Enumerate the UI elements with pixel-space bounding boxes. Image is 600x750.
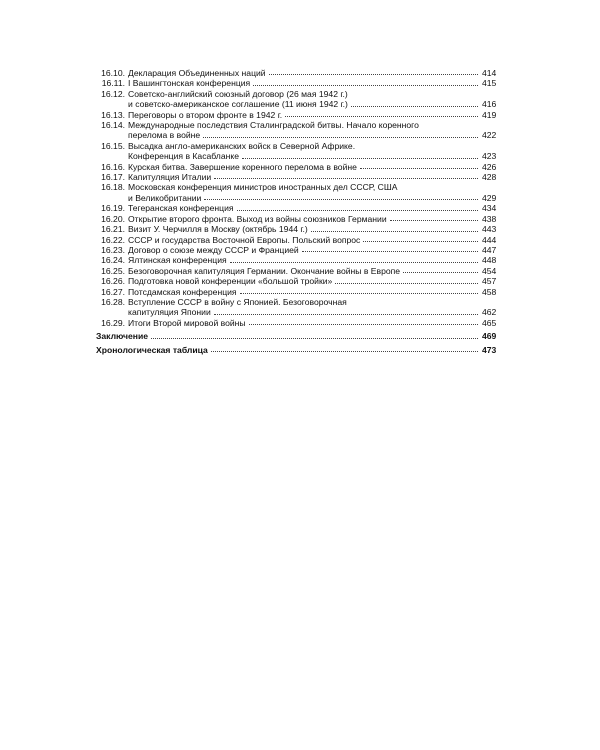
toc-entry-title: Подготовка новой конференции «большой тройки» xyxy=(128,276,333,287)
toc-section-entry xyxy=(96,345,496,355)
toc-page-number: 448 xyxy=(482,255,497,266)
toc-entry-title: СССР и государства Восточной Европы. Польский вопрос xyxy=(128,234,361,245)
toc-entry-title: Потсдамская конференция xyxy=(128,286,237,297)
toc-entry-number: 16.12. xyxy=(101,88,125,99)
toc-entry-number: 16.20. xyxy=(101,213,125,224)
toc-entry xyxy=(96,172,496,182)
toc-entry-title: Высадка англо-американских войск в Северной Африке. xyxy=(128,140,356,151)
toc-entry-title: Международные последствия Сталинградской битвы. Начало коренного xyxy=(128,120,419,131)
toc-page-number: 473 xyxy=(482,344,497,355)
toc-page-number: 423 xyxy=(482,151,497,162)
toc-entry-number: 16.25. xyxy=(101,265,125,276)
toc-dot-leader xyxy=(363,241,478,242)
toc-page-number: 414 xyxy=(482,68,497,78)
toc-entry-title: капитуляция Японии xyxy=(128,307,211,318)
toc-page-number: 447 xyxy=(482,244,497,255)
toc-page-number: 419 xyxy=(482,109,497,120)
toc-entry-title: и советско-американское соглашение (11 июня 1942 г.) xyxy=(128,99,348,110)
toc-entry xyxy=(96,245,496,255)
toc-dot-leader xyxy=(335,283,478,284)
toc-dot-leader xyxy=(211,351,478,352)
toc-entry-title: Хронологическая таблица xyxy=(96,344,208,355)
toc-dot-leader xyxy=(249,324,478,325)
toc-entry xyxy=(96,235,496,245)
toc-entry-number: 16.21. xyxy=(101,224,125,235)
toc-entry-title: и Великобритании xyxy=(128,192,202,203)
toc-entry xyxy=(96,203,496,213)
toc-entry-number: 16.14. xyxy=(101,120,125,131)
toc-entry-number: 16.28. xyxy=(101,296,125,307)
toc-dot-leader xyxy=(302,251,478,252)
toc-dot-leader xyxy=(240,293,478,294)
toc-page-number: 426 xyxy=(482,161,497,172)
toc-dot-leader xyxy=(203,137,478,138)
toc-entry xyxy=(96,255,496,265)
toc-entry xyxy=(96,78,496,88)
toc-entry xyxy=(96,214,496,224)
toc-entry-title: Заключение xyxy=(96,331,149,342)
toc-entry-title: Советско-английский союзный договор (26 мая 1942 г.) xyxy=(128,88,348,99)
toc-page-number: 428 xyxy=(482,172,497,183)
toc-entry xyxy=(96,68,496,78)
toc-page-number: 416 xyxy=(482,99,497,110)
toc-entry-number: 16.16. xyxy=(101,161,125,172)
toc-entry-title: Ялтинская конференция xyxy=(128,255,227,266)
toc-page-number: 462 xyxy=(482,307,497,318)
toc-page-number: 429 xyxy=(482,192,497,203)
toc-page-number: 434 xyxy=(482,203,497,214)
toc-entry-number: 16.11. xyxy=(101,78,125,89)
toc-dot-leader xyxy=(242,158,478,159)
toc-entry-number: 16.10. xyxy=(101,68,125,78)
toc-entry xyxy=(96,89,496,110)
toc-entry-number: 16.27. xyxy=(101,286,125,297)
toc-entry xyxy=(96,182,496,203)
toc-entry xyxy=(96,318,496,328)
toc-entry-number: 16.13. xyxy=(101,109,125,120)
toc-entry xyxy=(96,141,496,162)
toc-dot-leader xyxy=(253,85,478,86)
toc-dot-leader xyxy=(214,314,478,315)
toc-dot-leader xyxy=(230,262,478,263)
toc-page-number: 415 xyxy=(482,78,497,89)
toc-entry-title: Визит У. Черчилля в Москву (октябрь 1944 г.) xyxy=(128,224,308,235)
toc-dot-leader xyxy=(214,178,478,179)
toc-entry-number: 16.17. xyxy=(101,172,125,183)
toc-page-number: 465 xyxy=(482,317,497,328)
toc-entry-title: Открытие второго фронта. Выход из войны союзников Германии xyxy=(128,213,387,224)
toc-page-number: 422 xyxy=(482,130,497,141)
toc-entry xyxy=(96,297,496,318)
toc-page-number: 457 xyxy=(482,276,497,287)
toc-dot-leader xyxy=(351,106,478,107)
toc-entry-title: Курская битва. Завершение коренного перелома в войне xyxy=(128,161,357,172)
toc-entry-title: I Вашингтонская конференция xyxy=(128,78,251,89)
toc-entry-title: перелома в войне xyxy=(128,130,201,141)
toc-entry xyxy=(96,287,496,297)
toc-entry xyxy=(96,276,496,286)
toc-page-number: 443 xyxy=(482,224,497,235)
toc-entry-title: Конференция в Касабланке xyxy=(128,151,239,162)
toc-entry-title: Договор о союзе между СССР и Францией xyxy=(128,244,299,255)
toc-dot-leader xyxy=(151,338,478,339)
toc-dot-leader xyxy=(311,231,478,232)
toc-entry xyxy=(96,266,496,276)
toc-entry-number: 16.23. xyxy=(101,244,125,255)
toc-entry-number: 16.29. xyxy=(101,317,125,328)
toc-entry-title: Декларация Объединенных наций xyxy=(128,68,266,78)
toc-dot-leader xyxy=(403,272,478,273)
toc-dot-leader xyxy=(360,168,478,169)
toc-dot-leader xyxy=(390,220,478,221)
toc-page-number: 458 xyxy=(482,286,497,297)
toc-entry-number: 16.19. xyxy=(101,203,125,214)
toc-entry xyxy=(96,120,496,141)
toc-entry-title: Капитуляция Италии xyxy=(128,172,212,183)
toc-entry-number: 16.24. xyxy=(101,255,125,266)
toc-entry-number: 16.15. xyxy=(101,140,125,151)
toc-entry-number: 16.22. xyxy=(101,234,125,245)
toc-entry-number: 16.18. xyxy=(101,182,125,193)
toc-entry-title: Вступление СССР в войну с Японией. Безоговорочная xyxy=(128,296,347,307)
toc-section-entry xyxy=(96,331,496,341)
toc-entry-title: Тегеранская конференция xyxy=(128,203,234,214)
toc-page-number: 454 xyxy=(482,265,497,276)
toc-entry xyxy=(96,162,496,172)
toc-dot-leader xyxy=(285,116,478,117)
table-of-contents xyxy=(96,68,496,355)
toc-entry-title: Московская конференция министров иностранных дел СССР, США xyxy=(128,182,398,193)
toc-page-number: 438 xyxy=(482,213,497,224)
toc-page-number: 444 xyxy=(482,234,497,245)
toc-entry-number: 16.26. xyxy=(101,276,125,287)
toc-entry xyxy=(96,224,496,234)
toc-entry xyxy=(96,110,496,120)
toc-dot-leader xyxy=(269,74,478,75)
toc-entry-title: Итоги Второй мировой войны xyxy=(128,317,246,328)
toc-page-number: 469 xyxy=(482,331,497,342)
toc-entry-title: Переговоры о втором фронте в 1942 г. xyxy=(128,109,283,120)
toc-dot-leader xyxy=(237,210,478,211)
toc-dot-leader xyxy=(204,199,478,200)
toc-entry-title: Безоговорочная капитуляция Германии. Окончание войны в Европе xyxy=(128,265,401,276)
